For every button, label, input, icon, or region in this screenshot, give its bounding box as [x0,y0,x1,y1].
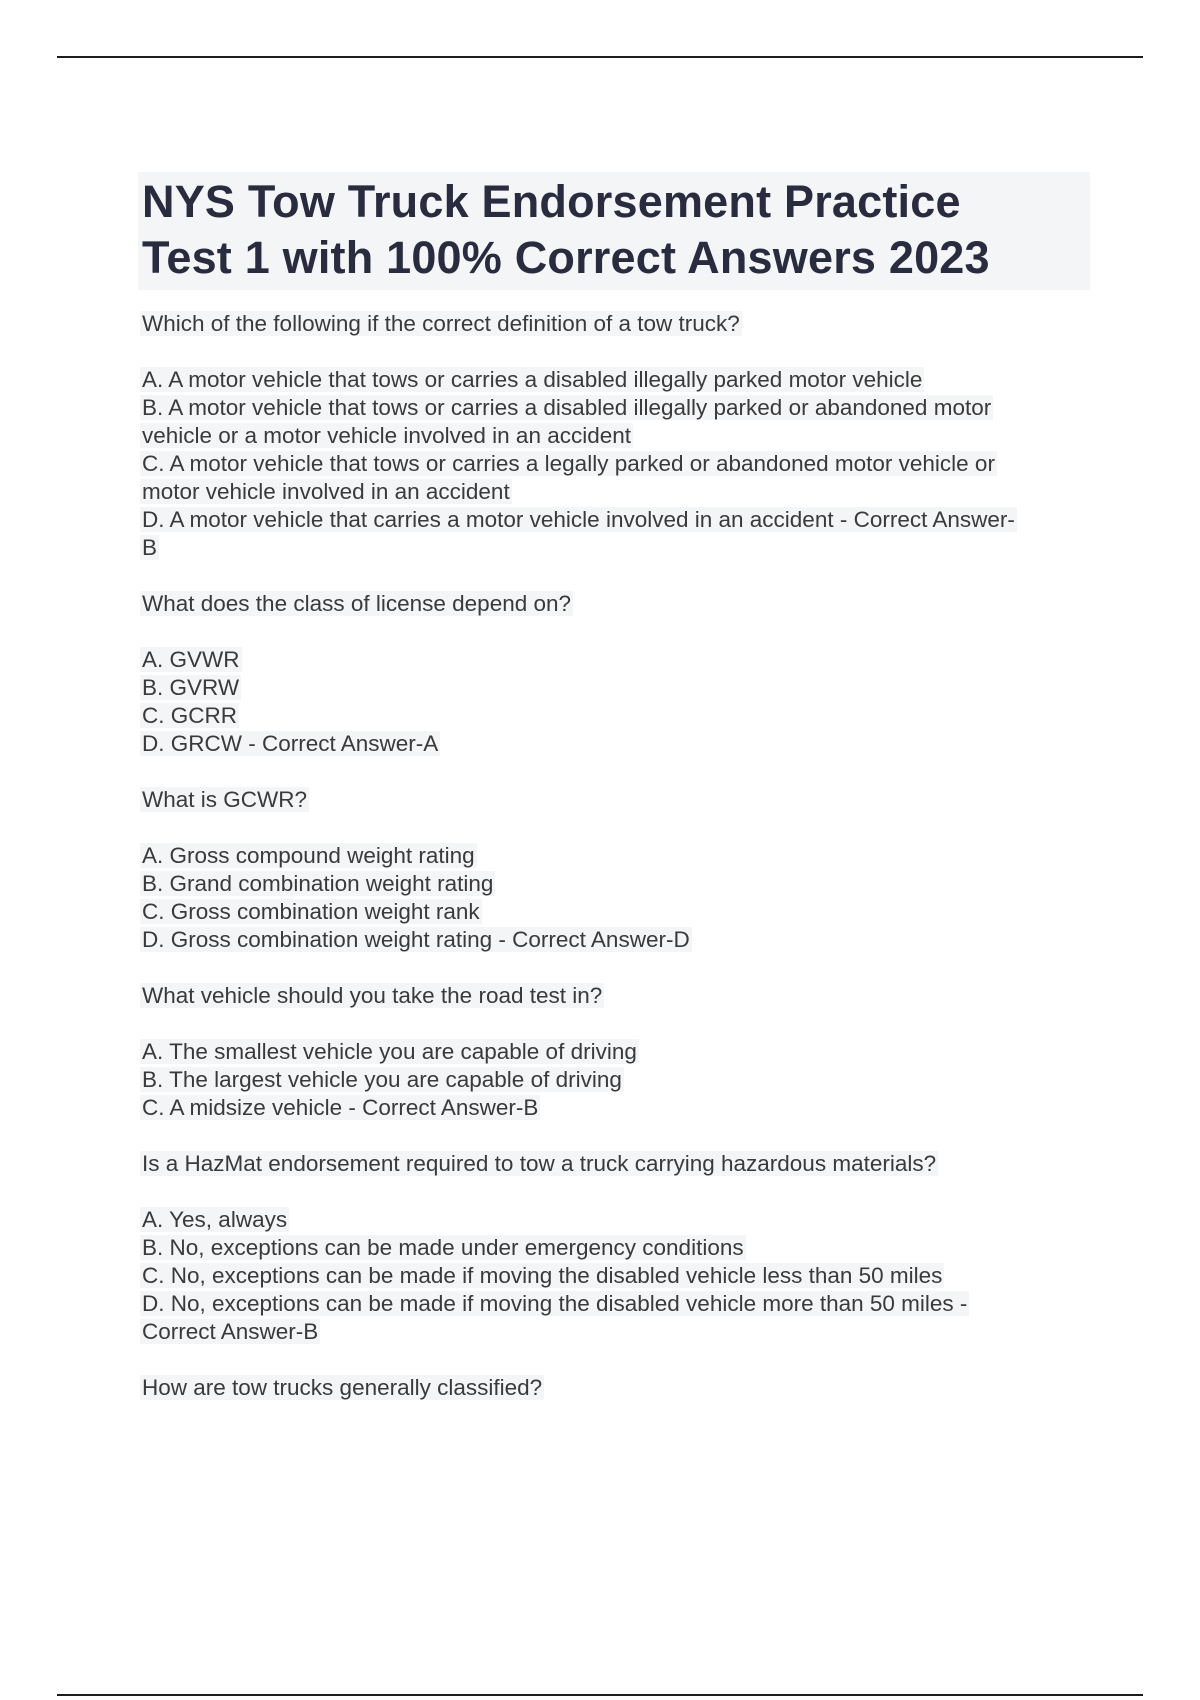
answer-line [142,1066,1092,1094]
answer-options [142,366,1092,562]
title-line-2: Test 1 with 100% Correct Answers 2023 [142,232,990,283]
question-block [142,1150,1092,1346]
answer-line [142,1318,1092,1346]
answer-text: C. A midsize vehicle - Correct Answer-B [142,1095,539,1120]
answer-text: C. A motor vehicle that tows or carries a legally parked or abandoned motor vehicle or [142,451,995,476]
answer-line [142,422,1092,450]
answer-text: motor vehicle involved in an accident [142,479,510,504]
answer-text: D. No, exceptions can be made if moving the disabled vehicle more than 50 miles - [142,1291,968,1316]
answer-options [142,646,1092,758]
answer-text: D. GRCW - Correct Answer-A [142,731,439,756]
answer-line [142,478,1092,506]
answer-text: C. Gross combination weight rank [142,899,480,924]
question-label: What does the class of license depend on? [142,591,572,616]
answer-text: A. Gross compound weight rating [142,843,475,868]
answer-line [142,926,1092,954]
answer-options [142,1038,1092,1122]
answer-text: B. A motor vehicle that tows or carries a disabled illegally parked or abandoned motor [142,395,992,420]
question-list [142,310,1092,1402]
answer-text: B. Grand combination weight rating [142,871,494,896]
question-block [142,1374,1092,1402]
question-text [142,786,1092,814]
answer-line [142,1094,1092,1122]
answer-text: Correct Answer-B [142,1319,319,1344]
bottom-rule [57,1694,1143,1696]
answer-line [142,1038,1092,1066]
answer-text: C. GCRR [142,703,237,728]
answer-text: A. The smallest vehicle you are capable of driving [142,1039,637,1064]
answer-text: B. No, exceptions can be made under emergency conditions [142,1235,744,1260]
answer-line [142,646,1092,674]
answer-text: A. GVWR [142,647,240,672]
question-text [142,310,1092,338]
question-text [142,1150,1092,1178]
answer-options [142,842,1092,954]
question-label: What vehicle should you take the road test in? [142,983,603,1008]
question-text [142,982,1092,1010]
title-line-1: NYS Tow Truck Endorsement Practice [142,176,961,227]
answer-text: A. A motor vehicle that tows or carries a disabled illegally parked motor vehicle [142,367,923,392]
answer-line [142,702,1092,730]
question-text [142,1374,1092,1402]
question-block [142,310,1092,562]
answer-line [142,842,1092,870]
answer-options [142,1206,1092,1346]
answer-text: vehicle or a motor vehicle involved in an accident [142,423,632,448]
answer-line [142,1234,1092,1262]
question-text [142,590,1092,618]
question-block [142,590,1092,758]
answer-text: C. No, exceptions can be made if moving the disabled vehicle less than 50 miles [142,1263,943,1288]
answer-line [142,366,1092,394]
question-label: How are tow trucks generally classified? [142,1375,543,1400]
answer-line [142,898,1092,926]
answer-text: D. A motor vehicle that carries a motor vehicle involved in an accident - Correct Answer- [142,507,1015,532]
question-label: Is a HazMat endorsement required to tow a truck carrying hazardous materials? [142,1151,937,1176]
answer-line [142,394,1092,422]
question-block [142,982,1092,1122]
answer-text: B. The largest vehicle you are capable of driving [142,1067,622,1092]
document-title [138,172,1090,290]
answer-text: A. Yes, always [142,1207,288,1232]
answer-text: D. Gross combination weight rating - Correct Answer-D [142,927,690,952]
answer-line [142,1290,1092,1318]
answer-line [142,506,1092,534]
question-block [142,786,1092,954]
answer-line [142,1206,1092,1234]
question-label: What is GCWR? [142,787,308,812]
answer-line [142,674,1092,702]
answer-line [142,1262,1092,1290]
answer-line [142,870,1092,898]
top-rule [57,56,1143,58]
document-body [142,172,1092,1430]
answer-text: B [142,535,158,560]
answer-line [142,534,1092,562]
answer-text: B. GVRW [142,675,240,700]
answer-line [142,450,1092,478]
question-label: Which of the following if the correct definition of a tow truck? [142,311,740,336]
answer-line [142,730,1092,758]
